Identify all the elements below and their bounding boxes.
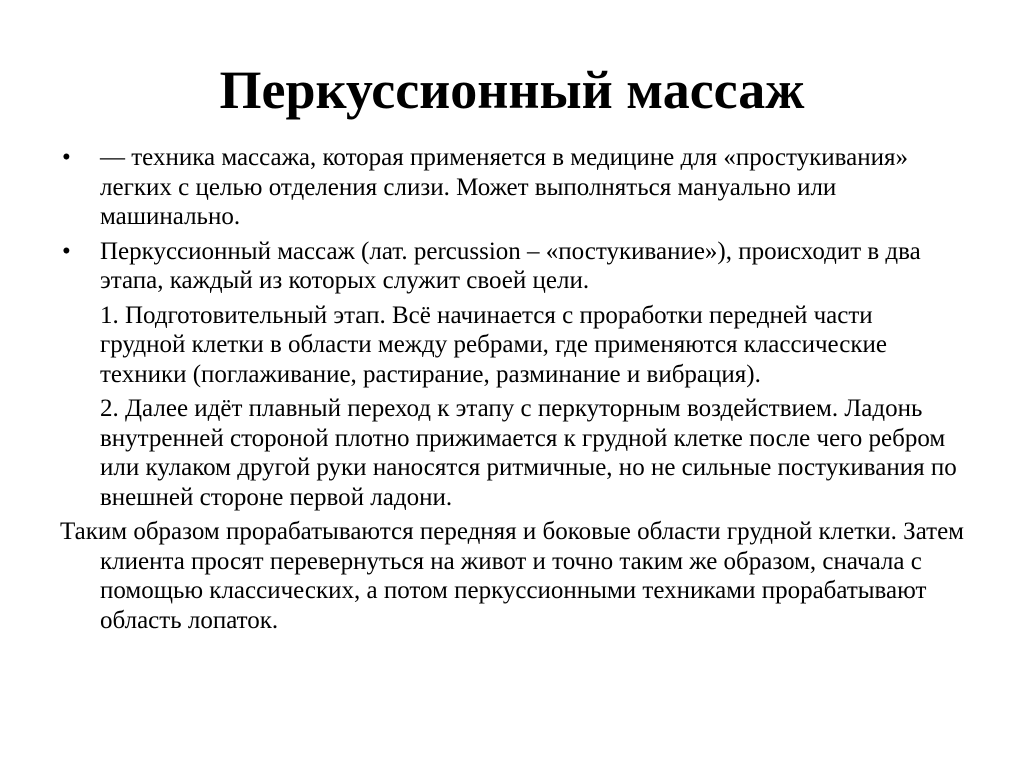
bullet-dot-icon: • (62, 144, 71, 171)
summary-paragraph: Таким образом прорабатываются передняя и боковые области грудной клетки. Затем клиента просят перевернуться на живот и точно таким же образом, сначала с помощью классических, а потом перкуссионными техниками прорабатывают область лопаток. (60, 518, 964, 634)
bullet-text: — техника массажа, которая применяется в медицине для «простукивания» легких с целью отделения слизи. Может выполняться мануально или машинально. (100, 144, 908, 230)
bullet-item-definition (0, 143, 960, 232)
bullet-text: Перкуссионный массаж (лат. percussion – «постукивание»), происходит в два этапа, каждый из которых служит своей цели. (100, 237, 921, 294)
slide-content (0, 143, 1024, 635)
step-percussion: 2. Далее идёт плавный переход к этапу с перкуторным воздействием. Ладонь внутренней стороной плотно прижимается к грудной клетке после чего ребром или кулаком другой руки наносятся ритмичные, но не сильные постукивания по внешней стороне первой ладони. (100, 395, 957, 511)
bullet-dot-icon: • (62, 237, 71, 265)
step-preparatory: 1. Подготовительный этап. Всё начинается с проработки передней части грудной клетки в области между ребрами, где применяются классические техники (поглаживание, растирание, разминание и вибрация). (100, 301, 887, 388)
slide-title: Перкуссионный массаж (219, 60, 805, 120)
bullet-item-stages (0, 237, 960, 296)
